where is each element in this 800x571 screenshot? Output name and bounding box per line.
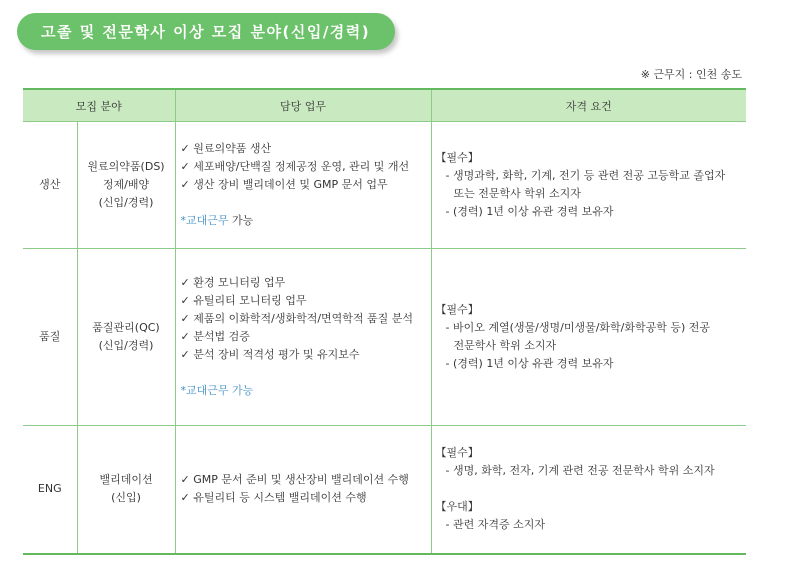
work-location-note: ※ 근무지 : 인천 송도 (640, 68, 742, 81)
category-cell: ENG (23, 426, 77, 554)
table-row (23, 249, 746, 426)
shift-note-rest: 가능 (228, 214, 254, 227)
requirements-cell (431, 122, 746, 249)
requirement-item: - 바이오 계열(생물/생명/미생물/화학/화학공학 등) 전공 (445, 321, 711, 334)
header-duties: 담당 업무 (175, 89, 431, 122)
duty-item: ✓ 제품의 이화학적/생화학적/면역학적 품질 분석 (180, 312, 414, 325)
duties-cell (175, 426, 431, 554)
category-cell: 품질 (23, 249, 77, 426)
duty-item: ✓ 세포배양/단백질 정제공정 운영, 관리 및 개선 (180, 160, 410, 173)
duty-item: ✓ 유틸리티 모니터링 업무 (180, 294, 307, 307)
header-requirements: 자격 요건 (431, 89, 746, 122)
requirements-cell (431, 426, 746, 554)
section-title-banner (17, 13, 395, 50)
position-line: (신입/경력) (98, 196, 154, 209)
position-cell (77, 426, 175, 554)
required-label: 【필수】 (435, 151, 479, 164)
requirement-item: - 생명과학, 화학, 기계, 전기 등 관련 전공 고등학교 졸업자 (445, 169, 726, 182)
position-line: 정제/배양 (102, 178, 150, 191)
required-label: 【필수】 (435, 446, 479, 460)
position-line: 밸리데이션 (99, 473, 153, 487)
header-field: 모집 분야 (23, 89, 175, 122)
recruitment-table (23, 88, 746, 555)
duty-item: ✓ 분석법 검증 (180, 330, 250, 343)
position-line: (신입) (111, 491, 141, 505)
requirement-item: - (경력) 1년 이상 유관 경력 보유자 (445, 205, 614, 218)
duty-item: ✓ 원료의약품 생산 (180, 142, 272, 155)
preferred-item: - 관련 자격증 소지자 (445, 518, 545, 532)
duties-cell (175, 122, 431, 249)
duties-cell (175, 249, 431, 426)
duty-item: ✓ 생산 장비 밸리데이션 및 GMP 문서 업무 (180, 178, 388, 191)
section-title: 고졸 및 전문학사 이상 모집 분야(신입/경력) (41, 23, 371, 41)
duty-item: ✓ 유틸리티 등 시스템 밸리데이션 수행 (180, 491, 367, 505)
shift-note (181, 382, 430, 400)
shift-note-marked: *교대근무 (180, 214, 229, 227)
table-row (23, 122, 746, 249)
requirement-item: - (경력) 1년 이상 유관 경력 보유자 (445, 357, 614, 370)
position-cell (77, 122, 175, 249)
duty-item: ✓ GMP 문서 준비 및 생산장비 밸리데이션 수행 (180, 473, 409, 487)
preferred-label: 【우대】 (435, 500, 479, 514)
duty-item: ✓ 환경 모니터링 업무 (180, 276, 286, 289)
requirement-item: - 생명, 화학, 전자, 기계 관련 전공 전문학사 학위 소지자 (445, 464, 715, 478)
shift-note (181, 212, 430, 230)
shift-note-marked: *교대근무 가능 (180, 384, 254, 397)
table-header-row (23, 89, 746, 122)
requirement-item: 전문학사 학위 소지자 (453, 339, 557, 352)
position-line: 품질관리(QC) (92, 321, 160, 334)
required-label: 【필수】 (435, 303, 479, 316)
requirement-item: 또는 전문학사 학위 소지자 (453, 187, 581, 200)
position-cell (77, 249, 175, 426)
requirements-cell (431, 249, 746, 426)
table-row (23, 426, 746, 554)
category-cell: 생산 (23, 122, 77, 249)
duty-item: ✓ 분석 장비 적격성 평가 및 유지보수 (180, 348, 360, 361)
position-line: (신입/경력) (98, 339, 154, 352)
position-line: 원료의약품(DS) (87, 160, 165, 173)
